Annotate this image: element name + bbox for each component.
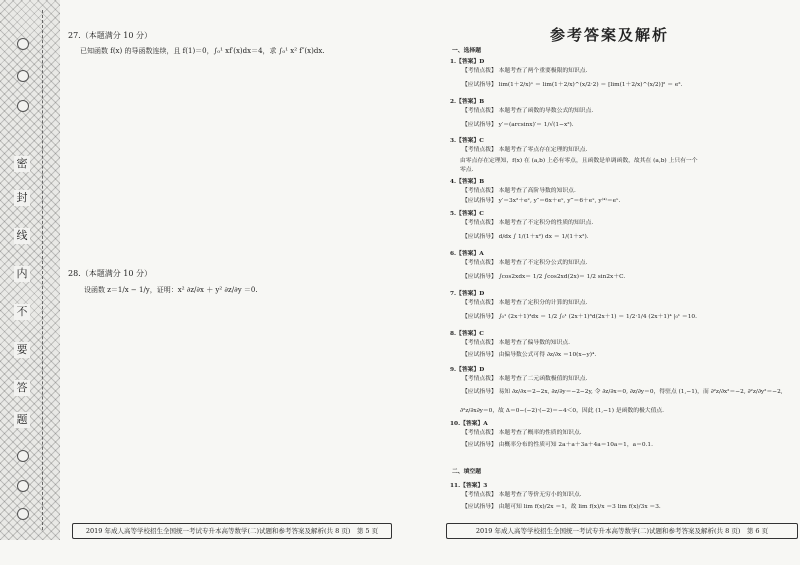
binding-char: 答 [14,380,30,396]
answer-text: 由零点存在定理知，f(x) 在 (a,b) 上必有零点，且函数是单调函数，故其在 (a,b) 上只有一个 [460,158,698,164]
binding-char: 线 [14,228,30,244]
binding-char: 不 [14,304,30,320]
page-footer: 2019 年成人高等学校招生全国统一考试专升本高等数学(二)试题和参考答案及解析(共 8 页) 第 6 页 [446,523,798,539]
answer-key: 4.【答案】B [450,179,485,185]
answer-explanation: 【考情点拨】 本题考查了零点存在定理的知识点. [462,147,588,153]
answer-key: 7.【答案】D [450,291,485,297]
answer-explanation: 【考情点拨】 本题考查了高阶导数的知识点. [462,188,576,194]
answer-key: 5.【答案】C [450,211,484,217]
binding-char: 题 [14,412,30,428]
answer-explanation: 【应试指导】 y′＝3x²＋eˣ, y″＝6x＋eˣ, y‴＝6＋eˣ, y⁽⁴⁾＝eˣ. [462,198,621,204]
answer-explanation: 【考情点拨】 本题考查了概率的性质的知识点. [462,430,582,436]
answer-explanation: 【应试指导】 d/dx ∫ 1/(1＋x²) dx ＝ 1/(1＋x²). [462,234,589,240]
answer-key: 3.【答案】C [450,138,484,144]
answer-explanation: 【应试指导】 lim(1＋2/x)ˣ ＝ lim(1＋2/x)^(x/2·2) ＝ [lim(1＋2/x)^(x/2)]² ＝ e². [462,82,683,88]
answer-key: 6.【答案】A [450,251,484,257]
binding-strip [0,0,60,540]
answer-text: 零点. [460,167,474,173]
answer-explanation: 【考情点拨】 本题考查了不定积分公式的知识点. [462,260,588,266]
binding-hole [17,480,29,492]
binding-hole [17,70,29,82]
answer-explanation: 【应试指导】 ∫₀¹ (2x＋1)³dx ＝ 1/2 ∫₀¹ (2x＋1)³d(2x＋1) ＝ 1/2·1/4 (2x＋1)⁴ |₀¹ ＝10. [462,314,697,320]
answer-explanation: 【应试指导】 易知 ∂z/∂x＝2−2x, ∂z/∂y＝−2−2y, 令 ∂z/∂x＝0, ∂z/∂y＝0，得驻点 (1,−1)，而 ∂²z/∂x²＝−2, ∂²z/∂y²＝−2, [462,389,783,395]
answer-key: 11.【答案】3 [450,483,488,489]
answer-explanation: 【应试指导】 由题可知 lim f(x)/2x ＝1，故 lim f(x)/x ＝3 lim f(x)/3x ＝3. [462,504,661,510]
answer-explanation: 【应试指导】 由偏导数公式可得 ∂z/∂x ＝10(x−y)⁴. [462,352,597,358]
page-footer: 2019 年成人高等学校招生全国统一考试专升本高等数学(二)试题和参考答案及解析(共 8 页) 第 5 页 [72,523,392,539]
answer-explanation: 【考情点拨】 本题考查了等价无穷小的知识点. [462,492,582,498]
section-heading: 一、选择题 [452,48,481,54]
binding-hole [17,450,29,462]
answer-explanation: 【考情点拨】 本题考查了不定积分的性质的知识点. [462,220,594,226]
page-title: 参考答案及解析 [550,26,670,44]
answer-explanation: 【考情点拨】 本题考查了两个重要极限的知识点. [462,68,588,74]
binding-char: 内 [14,266,30,282]
answer-key: 1.【答案】D [450,59,485,65]
binding-char: 要 [14,342,30,358]
binding-char: 封 [14,190,30,206]
binding-char: 密 [14,156,30,172]
answer-explanation: 【应试指导】 由概率分布的性质可知 2a＋a＋3a＋4a＝10a＝1，a＝0.1. [462,442,653,448]
answer-explanation: 【考情点拨】 本题考查了定积分的计算的知识点. [462,300,588,306]
right-page [400,0,800,565]
question-27-title: 27.（本题满分 10 分） [68,31,152,40]
answer-explanation: 【考情点拨】 本题考查了函数的导数公式的知识点. [462,108,594,114]
question-28-title: 28.（本题满分 10 分） [68,269,152,278]
answer-explanation: 【应试指导】 y′＝(arcsinx)′＝ 1/√(1−x²). [462,122,574,128]
answer-key: 10.【答案】A [450,421,488,427]
question-28-body: 设函数 z＝1/x − 1/y，证明：x² ∂z/∂x ＋ y² ∂z/∂y ＝0. [84,286,258,294]
binding-dashed-line [42,10,43,530]
binding-hole [17,38,29,50]
answer-text: ∂²z/∂x∂y＝0，故 Δ＝0−(−2)·(−2)＝−4＜0，因此 (1,−1) 是函数的极大值点. [460,408,665,414]
question-27-body: 已知函数 f(x) 的导函数连续，且 f(1)＝0，∫₀¹ xf′(x)dx＝4，求 ∫₀¹ x² f″(x)dx. [80,47,325,55]
answer-key: 2.【答案】B [450,99,485,105]
answer-key: 9.【答案】D [450,367,485,373]
answer-explanation: 【考情点拨】 本题考查了二元函数极值的知识点. [462,376,588,382]
answer-key: 8.【答案】C [450,331,484,337]
binding-hole [17,100,29,112]
answer-explanation: 【应试指导】 ∫cos2xdx＝ 1/2 ∫cos2xd(2x)＝ 1/2 sin2x＋C. [462,274,626,280]
answer-explanation: 【考情点拨】 本题考查了偏导数的知识点. [462,340,571,346]
binding-hole [17,508,29,520]
section-heading: 二、填空题 [452,469,481,475]
